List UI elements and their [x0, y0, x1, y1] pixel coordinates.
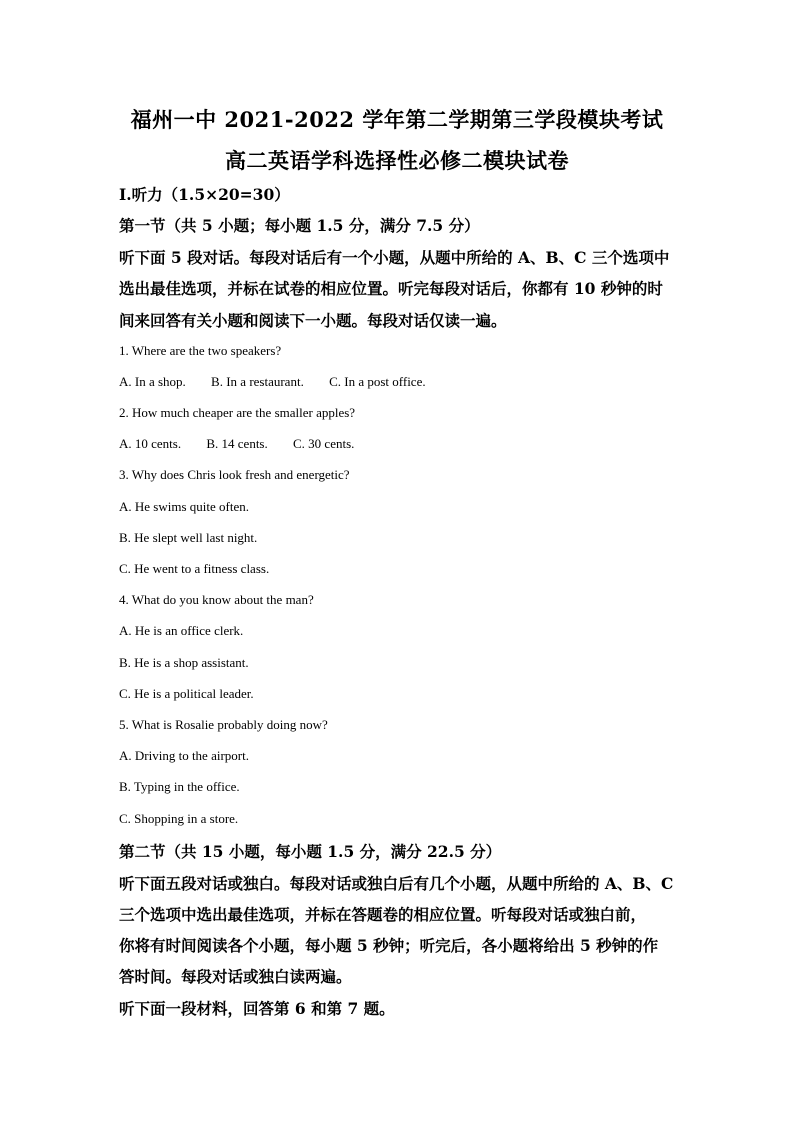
question-options-row — [119, 436, 354, 452]
option-b: B. 14 cents. — [206, 436, 268, 451]
option-c: C. Shopping in a store. — [119, 811, 239, 826]
option-a: A. In a shop. — [119, 374, 186, 389]
question-stem: 4. What do you know about the man? — [119, 592, 314, 607]
question-stem: 3. Why does Chris look fresh and energetic? — [119, 467, 350, 482]
exam-subtitle: 高二英语学科选择性必修二模块试卷 — [225, 148, 569, 173]
option-b: B. In a restaurant. — [211, 374, 304, 389]
section-heading-listening: I.听力（1.5×20=30） — [119, 185, 290, 204]
option-c: C. He went to a fitness class. — [119, 561, 270, 576]
option-a: A. Driving to the airport. — [119, 748, 249, 763]
exam-title: 福州一中 2021-2022 学年第二学期第三学段模块考试 — [130, 107, 664, 132]
option-b: B. Typing in the office. — [119, 779, 240, 794]
option-b: B. He slept well last night. — [119, 530, 258, 545]
option-c: C. In a post office. — [329, 374, 426, 389]
question-options-row — [119, 374, 426, 390]
part2-instruction-line: 答时间。每段对话或独白读两遍。 — [119, 967, 352, 986]
part2-instruction-line: 听下面五段对话或独白。每段对话或独白后有几个小题，从题中所给的 A、B、C — [119, 874, 674, 893]
option-a: A. He swims quite often. — [119, 499, 249, 514]
question-stem: 1. Where are the two speakers? — [119, 343, 282, 358]
part1-instruction-line: 选出最佳选项，并标在试卷的相应位置。听完每段对话后，你都有 10 秒钟的时 — [119, 279, 663, 298]
part2-instruction-line: 三个选项中选出最佳选项，并标在答题卷的相应位置。听每段对话或独白前， — [119, 905, 647, 924]
option-c: C. 30 cents. — [293, 436, 355, 451]
question-stem: 5. What is Rosalie probably doing now? — [119, 717, 328, 732]
option-a: A. 10 cents. — [119, 436, 182, 451]
option-b: B. He is a shop assistant. — [119, 655, 249, 670]
question-stem: 2. How much cheaper are the smaller apples? — [119, 405, 356, 420]
part2-heading: 第二节（共 15 小题，每小题 1.5 分，满分 22.5 分） — [119, 842, 502, 861]
part1-heading: 第一节（共 5 小题；每小题 1.5 分，满分 7.5 分） — [119, 216, 480, 235]
part2-sub-instruction: 听下面一段材料，回答第 6 和第 7 题。 — [119, 999, 395, 1018]
part1-instruction-line: 听下面 5 段对话。每段对话后有一个小题，从题中所给的 A、B、C 三个选项中 — [119, 248, 670, 267]
part2-instruction-line: 你将有时间阅读各个小题，每小题 5 秒钟；听完后，各小题将给出 5 秒钟的作 — [119, 936, 659, 955]
option-c: C. He is a political leader. — [119, 686, 254, 701]
option-a: A. He is an office clerk. — [119, 623, 244, 638]
part1-instruction-line: 间来回答有关小题和阅读下一小题。每段对话仅读一遍。 — [119, 311, 507, 330]
